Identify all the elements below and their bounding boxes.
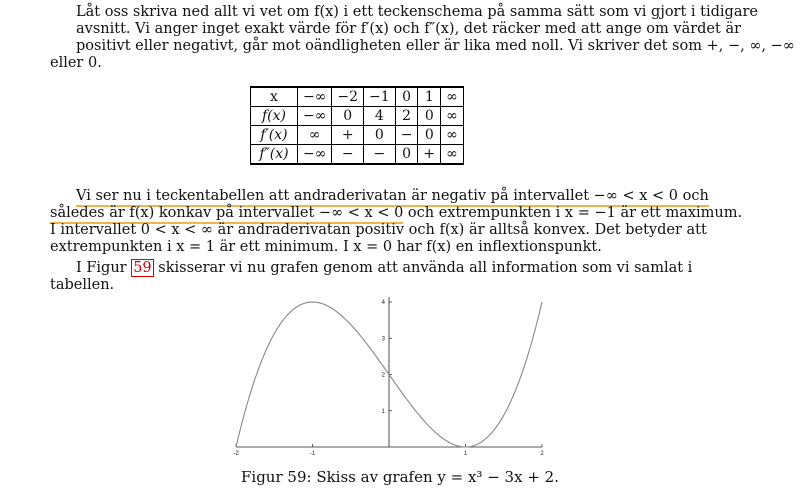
figure-ref-after: skisserar vi nu grafen genom att använda all information som vi samlat i tabellen. xyxy=(50,260,693,293)
intro-line-2: avsnitt. Vi anger inget exakt värde för f′(x) och f″(x), det räcker med att ange om värdet är xyxy=(76,21,742,37)
table-cell: + xyxy=(332,126,364,145)
table-cell: 4 xyxy=(364,107,396,126)
y-tick-label: 2 xyxy=(381,372,385,379)
highlighted-text: Vi ser nu i teckentabellen att andraderivatan är negativ på intervallet −∞ < x < 0 och xyxy=(76,188,709,207)
intro-paragraph xyxy=(50,4,795,72)
analysis-line-2 xyxy=(50,205,750,222)
x-tick-label: 1 xyxy=(463,451,468,457)
table-cell: −1 xyxy=(364,87,396,107)
table-row xyxy=(251,126,464,145)
y-tick-label: 3 xyxy=(381,336,385,343)
table-row xyxy=(251,107,464,126)
table-cell: 0 xyxy=(395,145,418,165)
analysis-line-2-rest: och extrempunkten i x = −1 är ett maximum. xyxy=(403,205,743,221)
table-cell: 1 xyxy=(418,87,441,107)
intro-line-1: Låt oss skriva ned allt vi vet om f(x) i ett teckenschema på samma sätt som vi gjort i tidigare xyxy=(76,4,758,20)
intro-line-4: eller 0. xyxy=(50,55,102,71)
table-cell: f″(x) xyxy=(251,145,298,165)
function-graph xyxy=(222,295,552,461)
x-tick-label: 2 xyxy=(540,451,544,457)
table-cell: − xyxy=(395,126,418,145)
table-cell: x xyxy=(251,87,298,107)
y-tick-label: 4 xyxy=(381,300,385,306)
table-cell: ∞ xyxy=(441,107,464,126)
table-cell: 0 xyxy=(332,107,364,126)
analysis-line-1 xyxy=(50,188,750,205)
table-cell: ∞ xyxy=(298,126,332,145)
analysis-paragraph xyxy=(50,188,750,256)
figure-reference-paragraph xyxy=(50,260,750,294)
table-cell: f′(x) xyxy=(251,126,298,145)
table-row xyxy=(251,145,464,165)
table-cell: f(x) xyxy=(251,107,298,126)
sign-table xyxy=(250,86,464,165)
table-cell: −2 xyxy=(332,87,364,107)
figure-caption: Figur 59: Skiss av grafen y = x³ − 3x + 2. xyxy=(241,468,559,486)
table-cell: 0 xyxy=(418,126,441,145)
table-cell: + xyxy=(418,145,441,165)
table-cell: 0 xyxy=(364,126,396,145)
table-cell: −∞ xyxy=(298,107,332,126)
table-cell: − xyxy=(364,145,396,165)
table-header-row xyxy=(251,87,464,107)
table-cell: ∞ xyxy=(441,145,464,165)
table-cell: ∞ xyxy=(441,126,464,145)
y-tick-label: 1 xyxy=(381,408,385,415)
figure-reference-link[interactable]: 59 xyxy=(133,260,152,276)
table-cell: 0 xyxy=(418,107,441,126)
analysis-line-3: I intervallet 0 < x < ∞ är andraderivatan positiv och f(x) är alltså konvex. Det betyder att xyxy=(50,222,707,238)
table-cell: −∞ xyxy=(298,87,332,107)
figure-ref-before: I Figur xyxy=(76,260,132,276)
table-cell: − xyxy=(332,145,364,165)
table-cell: 2 xyxy=(395,107,418,126)
table-cell: −∞ xyxy=(298,145,332,165)
analysis-line-4: extrempunkten i x = 1 är ett minimum. I x = 0 har f(x) en inflextionspunkt. xyxy=(50,239,602,255)
x-tick-label: -2 xyxy=(233,451,239,457)
intro-line-3: positivt eller negativt, går mot oändligheten eller är lika med noll. Vi skriver det som +, −, ∞, −∞ xyxy=(76,38,795,54)
highlighted-text: således är f(x) konkav på intervallet −∞ < x < 0 xyxy=(50,205,403,224)
x-tick-label: -1 xyxy=(309,451,316,457)
table-cell: 0 xyxy=(395,87,418,107)
table-cell: ∞ xyxy=(441,87,464,107)
